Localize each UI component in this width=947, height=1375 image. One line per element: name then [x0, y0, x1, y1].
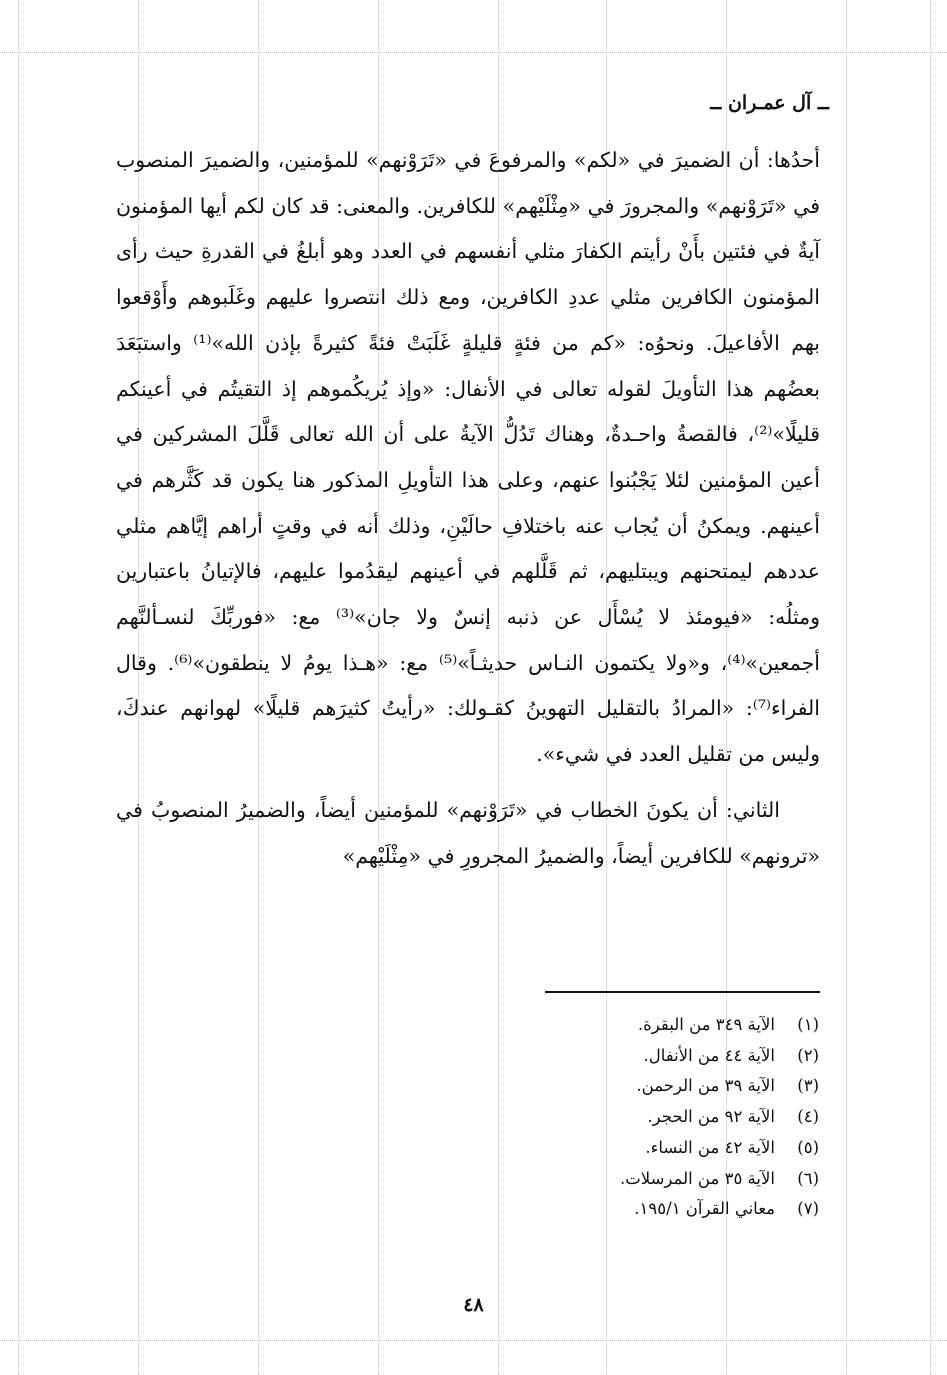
footnote-item — [479, 1194, 819, 1225]
footnote-text: الآية ٣٩ من الرحمن. — [636, 1076, 775, 1096]
footnote-item — [479, 1071, 819, 1102]
running-header: ــ آل عمـران ــ — [710, 92, 829, 114]
footnotes-list — [479, 1010, 819, 1225]
footnote-text: الآية ٩٢ من الحجر. — [647, 1107, 775, 1127]
footnote-text: الآية ٣٤٩ من البقرة. — [637, 1015, 775, 1034]
footnote-number: (٦) — [797, 1168, 819, 1188]
paragraph: أحدُها: أن الضميرَ في «لكم» والمرفوعَ في «تَرَوْنهم» للمؤمنين، والضميرَ المنصوب في «تَرَوْنهم» والمجرورَ في «مِثْلَيْهم» للكافرين. والمعنى: قد كان لكم أيها المؤمنون آيةٌ في فئتين بأَنْ رأيتم الكفارَ مثلي أنفسهم في العدد وهو أبلغُ في القدرةِ حيث رأى المؤمنون الكافرين مثلي عددِ الكافرين، ومع ذلك انتصروا عليهم وغَلَبوهم وأَوْقعوا بهم الأفاعيلَ. ونحوُه: «كم من فئةٍ قليلةٍ غَلَبَتْ فئةً كثيرةً بإذن الله»⁽¹⁾ واستبَعَدَ بعضُهم هذا التأويلَ لقوله تعالى في الأنفال: «وإذ يُريكُموهم إذ التقيتُم في أعينكم قليلًا»⁽²⁾، فالقصةُ واحـدةٌ، وهناك تَدُلُّ الآيةُ على أن الله تعالى قَلَّلَ المشركين في أعين المؤمنين لئلا يَجْبُنوا عنهم، وعلى هذا التأويلِ المذكور هنا يكون قد كَثَّرهم في أعينهم. ويمكنُ أن يُجاب عنه باختلافِ حالَيْنِ، وذلك أنه في وقتٍ أراهم إيَّاهم مثلي عددهم ليمتحنهم ويبتليهم، ثم قَلَّلهم في أعينهم ليقدُموا عليهم، فالإتيانُ باعتبارين ومثلُه: «فيومئذ لا يُسْأَل عن ذنبه إنسٌ ولا جان»⁽³⁾ مع: «فوربِّكَ لنسـألنَّهم أجمعين»⁽⁴⁾، و«ولا يكتمون النـاس حديثـاً»⁽⁵⁾ مع: «هـذا يومُ لا ينطقون»⁽⁶⁾. وقال الفراء⁽⁷⁾: «المرادُ بالتقليل التهوينُ كقـولك: «رأيتُ كثيرَهم قليلًا» لهوانهم عندكَ، وليس من تقليل العدد في شيء». — [116, 148, 820, 767]
footnote-separator — [545, 991, 820, 993]
footnote-item — [479, 1164, 819, 1195]
scan-guide-line — [0, 52, 947, 53]
scan-guide-line — [930, 0, 931, 1375]
footnote-item — [479, 1133, 819, 1164]
page-number: ٤٨ — [463, 1294, 484, 1316]
scan-guide-line — [0, 1340, 947, 1341]
footnote-item — [479, 1010, 819, 1041]
footnote-item — [479, 1102, 819, 1133]
scan-guide-line — [18, 0, 19, 1375]
footnote-number: (٤) — [797, 1107, 819, 1127]
footnote-number: (٥) — [797, 1137, 819, 1157]
main-text — [116, 138, 820, 879]
footnote-text: الآية ٣٥ من المرسلات. — [619, 1168, 775, 1188]
footnote-text: معاني القرآن ١٩٥/١. — [634, 1199, 775, 1219]
footnote-text: الآية ٤٢ من النساء. — [645, 1137, 775, 1157]
footnote-number: (٣) — [797, 1076, 819, 1096]
footnote-number: (٢) — [797, 1045, 819, 1065]
footnote-text: الآية ٤٤ من الأنفال. — [643, 1045, 775, 1065]
scan-guide-line — [846, 0, 847, 1375]
footnote-number: (٧) — [797, 1199, 819, 1219]
paragraph: الثاني: أن يكونَ الخطاب في «تَرَوْنهم» للمؤمنين أيضاً، والضميرُ المنصوبُ في «ترونهم» للكافرين أيضاً، والضميرُ المجرورِ في «مِثْلَيْهم» — [116, 797, 820, 868]
footnote-number: (١) — [797, 1015, 819, 1034]
footnote-item — [479, 1041, 819, 1072]
